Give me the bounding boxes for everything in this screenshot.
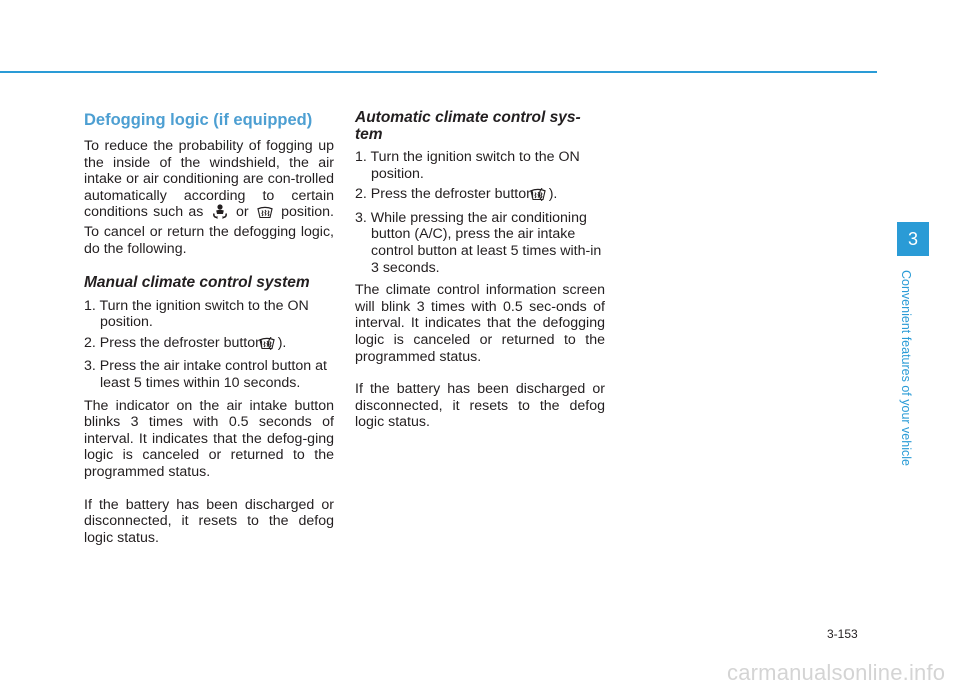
defrost-icon	[256, 204, 274, 224]
defrost-icon	[545, 186, 547, 206]
automatic-subheading: Automatic climate control sys-tem	[355, 109, 581, 143]
list-item: 2. Press the defroster button ( ).	[355, 186, 605, 206]
chapter-tab: 3	[897, 222, 929, 256]
intro-paragraph: To reduce the probability of fogging up the inside of the windshield, the air intake or air conditioning are con-trolled automatically according to certain conditions such as or position. To cancel or return the defogging logic, do the following.	[84, 138, 334, 257]
recirculation-icon	[211, 204, 229, 224]
header-rule	[0, 71, 877, 73]
watermark: carmanualsonline.info	[727, 660, 946, 685]
page-number: 3-153	[827, 627, 858, 641]
section-heading: Defogging logic (if equipped)	[84, 111, 313, 129]
right-column	[355, 110, 605, 439]
list-item: 1. Turn the ignition switch to the ON position.	[84, 297, 309, 331]
list-item: 3. Press the air intake control button at least 5 times within 10 seconds.	[84, 358, 327, 392]
defrost-icon	[274, 335, 276, 355]
list-item: 2. Press the defroster button ( ).	[84, 335, 334, 355]
body-paragraph: If the battery has been discharged or disconnected, it resets to the defog logic status.	[84, 496, 334, 546]
list-item: 3. While pressing the air conditioning button (A/C), press the air intake control button at least 5 times with-in 3 seconds.	[355, 209, 602, 276]
manual-subheading: Manual climate control system	[84, 274, 310, 292]
left-column	[84, 110, 334, 554]
body-paragraph: The climate control information screen will blink 3 times with 0.5 sec-onds of interval. It indicates that the defogging logic is canceled or returned to the programmed status.	[355, 282, 605, 365]
chapter-title: Convenient features of your vehicle	[899, 270, 913, 466]
body-paragraph: If the battery has been discharged or disconnected, it resets to the defog logic status.	[355, 381, 605, 431]
list-item: 1. Turn the ignition switch to the ON position.	[355, 149, 580, 182]
body-paragraph: The indicator on the air intake button blinks 3 times with 0.5 seconds of interval. It indicates that the defog-ging logic is canceled or returned to the programmed status.	[84, 397, 334, 480]
